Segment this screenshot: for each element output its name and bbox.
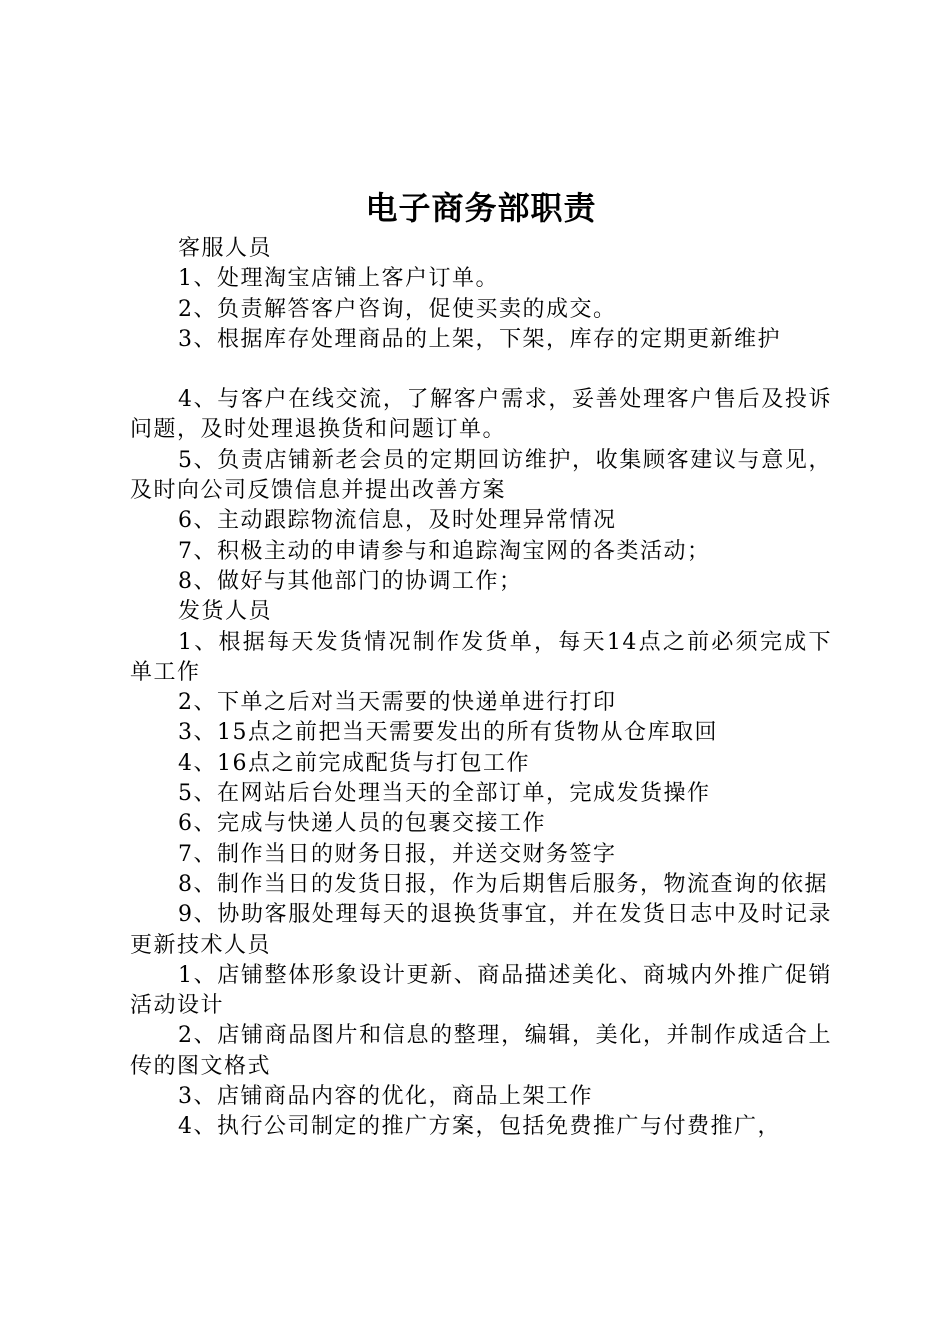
list-item: 7、制作当日的财务日报，并送交财务签字 [178, 841, 617, 867]
list-item: 7、积极主动的申请参与和追踪淘宝网的各类活动； [178, 538, 711, 564]
list-item: 6、主动跟踪物流信息，及时处理异常情况 [178, 508, 617, 534]
document-title: 电子商务部职责 [365, 189, 597, 227]
list-item: 4、与客户在线交流，了解客户需求，妥善处理客户售后及投诉问题，及时处理退换货和问题订单。 [130, 387, 832, 443]
list-item: 3、根据库存处理商品的上架，下架，库存的定期更新维护 [178, 326, 781, 352]
section-heading: 发货人员 [178, 599, 273, 625]
list-item: 6、完成与快递人员的包裹交接工作 [178, 811, 546, 837]
section-shipping [130, 597, 832, 961]
section-technical [130, 961, 832, 1143]
list-item: 1、店铺整体形象设计更新、商品描述美化、商城内外推广促销活动设计 [130, 962, 832, 1019]
list-item: 3、15点之前把当天需要发出的所有货物从仓库取回 [178, 720, 718, 746]
list-item: 3、店铺商品内容的优化，商品上架工作 [178, 1084, 593, 1110]
list-item: 2、负责解答客户咨询，促使买卖的成交。 [178, 296, 617, 322]
list-item: 4、执行公司制定的推广方案，包括免费推广与付费推广， [178, 1114, 781, 1140]
list-item: 8、做好与其他部门的协调工作； [178, 568, 523, 594]
document-page [130, 184, 832, 1143]
list-item: 8、制作当日的发货日报，作为后期售后服务，物流查询的依据 [178, 871, 828, 897]
list-item: 1、处理淘宝店铺上客户订单。 [178, 266, 499, 292]
list-item: 5、负责店铺新老会员的定期回访维护，收集顾客建议与意见，及时向公司反馈信息并提出改善方案 [130, 447, 832, 504]
section-heading: 客服人员 [178, 236, 273, 261]
list-item: 4、16点之前完成配货与打包工作 [178, 750, 530, 776]
section-customer-service [130, 234, 832, 597]
list-item: 2、下单之后对当天需要的快递单进行打印 [178, 690, 617, 716]
list-item: 9、协助客服处理每天的退换货事宜，并在发货日志中及时记录更新技术人员 [130, 902, 832, 958]
list-item: 2、店铺商品图片和信息的整理，编辑，美化，并制作成适合上传的图文格式 [130, 1023, 832, 1079]
list-item: 1、根据每天发货情况制作发货单，每天14点之前必须完成下单工作 [130, 629, 832, 685]
list-item: 5、在网站后台处理当天的全部订单，完成发货操作 [178, 781, 711, 807]
